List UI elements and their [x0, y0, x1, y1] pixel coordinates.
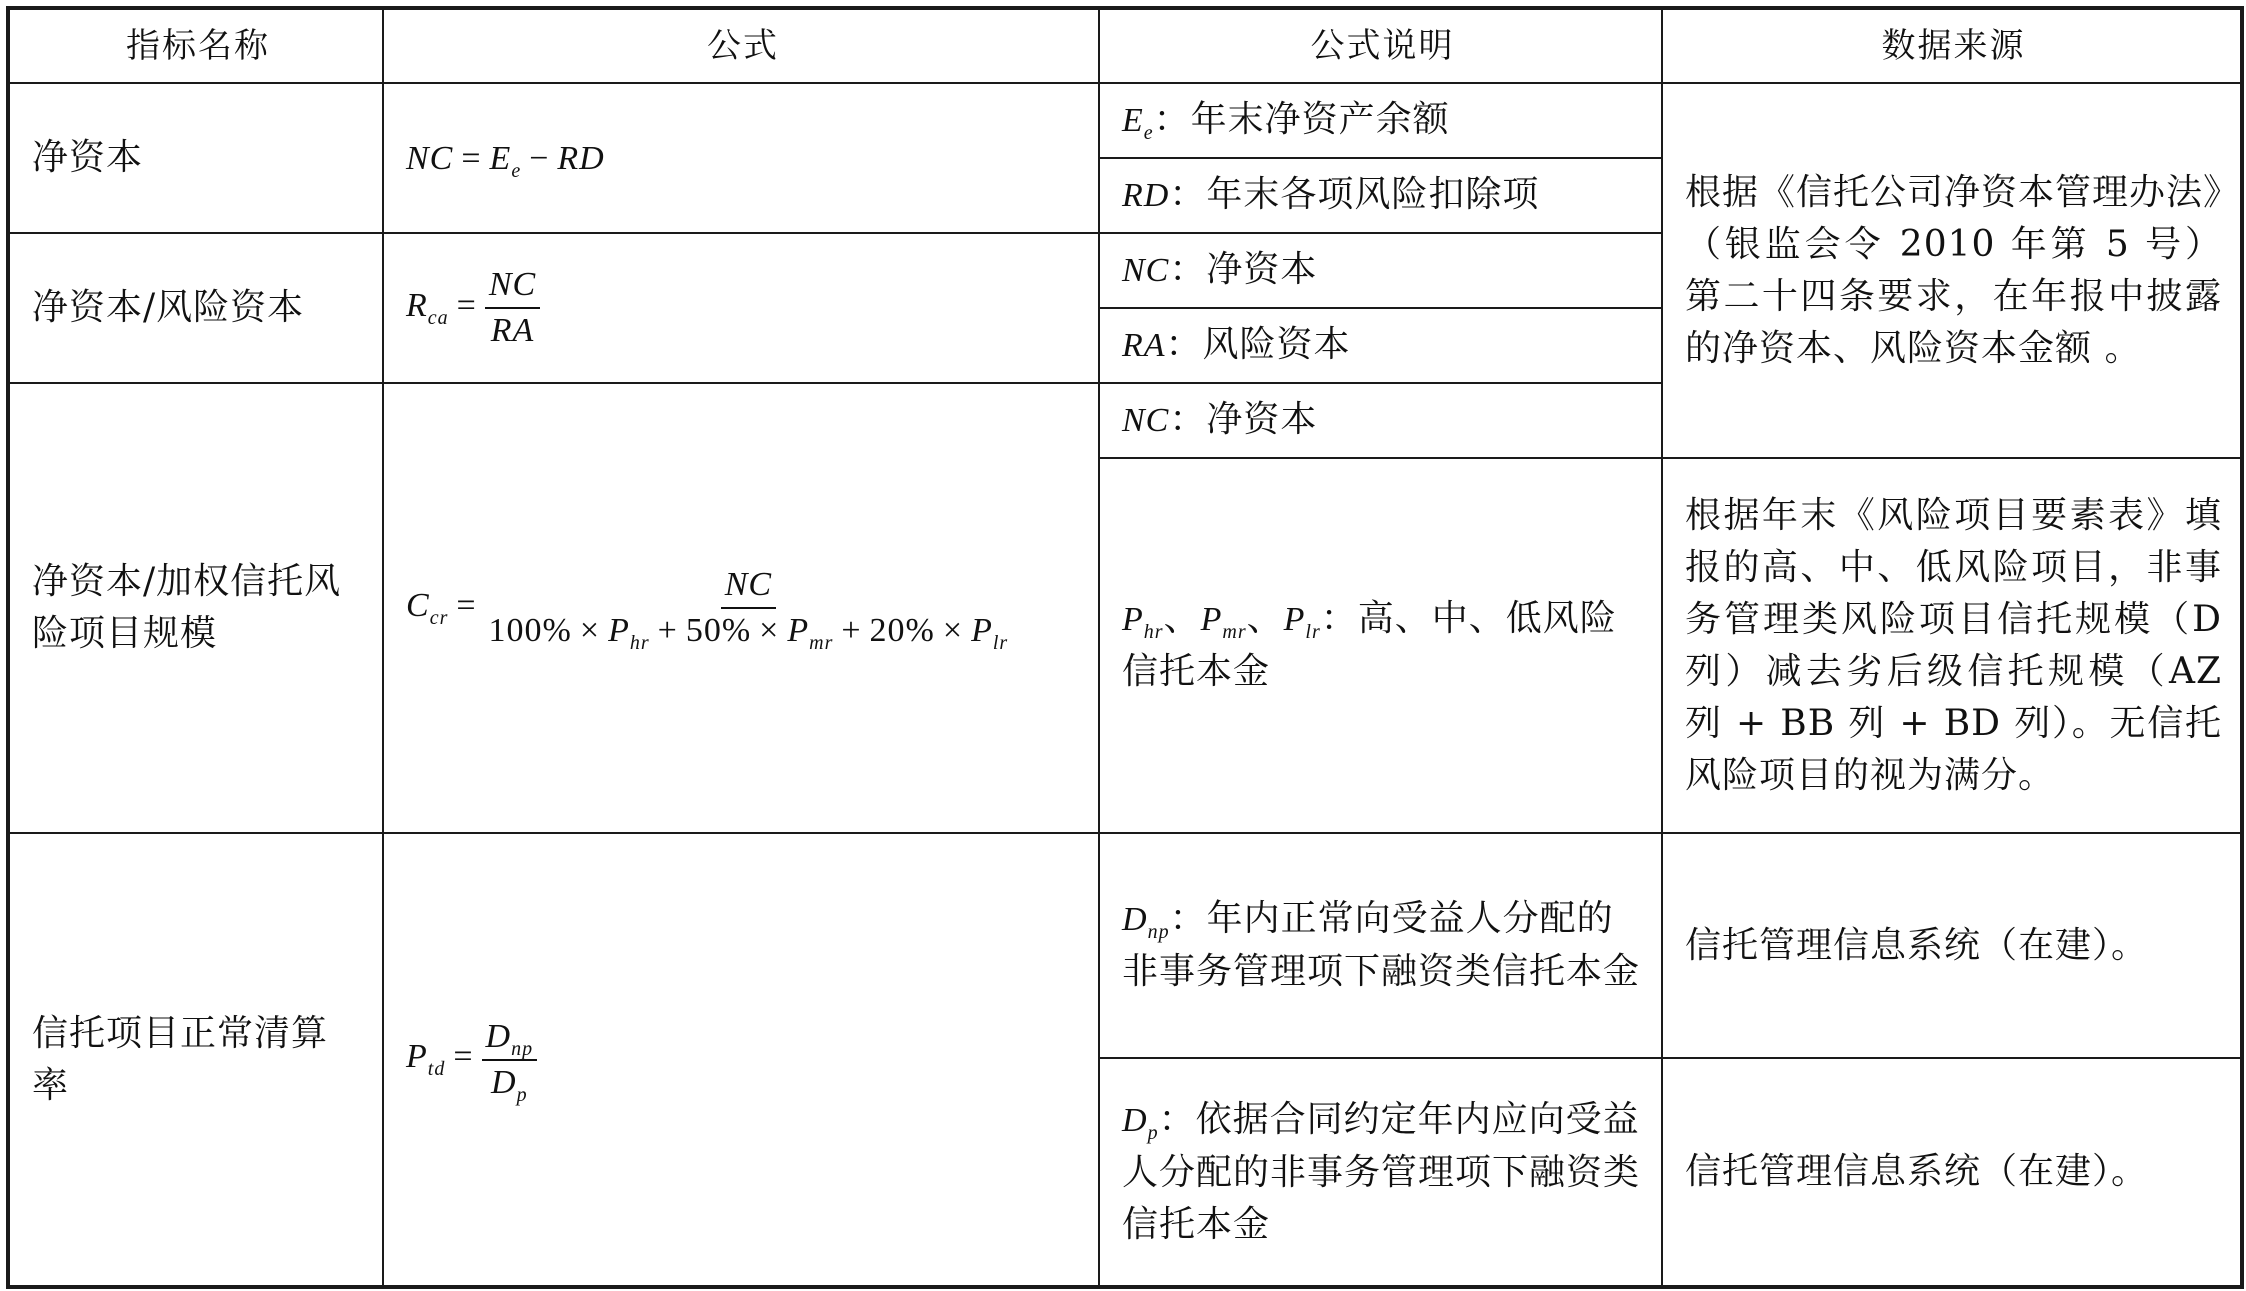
header-data-source: 数据来源 — [1662, 8, 2242, 83]
data-source-text: 信托管理信息系统（在建）。 — [1685, 924, 2149, 966]
formula-description-cell: RA：风险资本 — [1099, 308, 1662, 383]
indicator-table-sheet — [6, 6, 2240, 1285]
indicator-table — [6, 6, 2244, 1289]
formula-settle: $P_{td}$ = $\frac{D_{np}}{D_p}$ — [406, 1038, 537, 1075]
description-text: ：高、中、低风险信托本金 — [1122, 598, 1617, 692]
description-text: ：年末净资产余额 — [1153, 99, 1450, 140]
header-formula: 公式 — [383, 8, 1099, 83]
formula-cell — [383, 383, 1099, 833]
header-row — [8, 8, 2242, 83]
data-source-text: 根据年末《风险项目要素表》填报的高、中、低风险项目，非事务管理类风险项目信托规模（D 列）减去劣后级信托规模（AZ 列 + BB 列 + BD 列）。无信托风险项目的视为满分。 — [1685, 494, 2222, 796]
indicator-name: 信托项目正常清算率 — [32, 1012, 329, 1106]
formula-description-cell: RD：年末各项风险扣除项 — [1099, 158, 1662, 233]
header-indicator-name: 指标名称 — [8, 8, 383, 83]
table-row — [8, 833, 2242, 1058]
description-text: ：年末各项风险扣除项 — [1169, 174, 1540, 215]
formula-description-cell: NC：净资本 — [1099, 233, 1662, 308]
indicator-name-cell — [8, 233, 383, 383]
description-text: ：净资本 — [1169, 399, 1318, 440]
table-row — [8, 83, 2242, 158]
data-source-cell — [1662, 83, 2242, 458]
data-source-text: 根据《信托公司净资本管理办法》（银监会令 2010 年第 5 号）第二十四条要求，在年报中披露的净资本、风险资本金额 。 — [1685, 171, 2223, 369]
description-text: ：依据合同约定年内应向受益人分配的非事务管理项下融资类信托本金 — [1122, 1098, 1641, 1245]
data-source-cell — [1662, 458, 2242, 833]
formula-description-cell: $D_p$：依据合同约定年内应向受益人分配的非事务管理项下融资类信托本金 — [1099, 1058, 1662, 1287]
indicator-name-cell — [8, 83, 383, 233]
formula-weighted: $C_{cr}$ = $\frac{NC}{100\% \times P_{hr} + 50\% \times P_{mr} + 20\% \times P_{lr}}$ — [406, 566, 1009, 654]
indicator-name-cell — [8, 383, 383, 833]
formula-description-cell: $E_e$：年末净资产余额 — [1099, 83, 1662, 158]
description-text: ：年内正常向受益人分配的非事务管理项下融资类信托本金 — [1122, 898, 1641, 992]
indicator-name: 净资本/加权信托风险项目规模 — [32, 561, 342, 654]
data-source-cell — [1662, 1058, 2242, 1287]
data-source-text: 信托管理信息系统（在建）。 — [1685, 1151, 2149, 1192]
formula-cell — [383, 233, 1099, 383]
header-formula-description: 公式说明 — [1099, 8, 1662, 83]
formula-cell — [383, 833, 1099, 1287]
formula-cell — [383, 83, 1099, 233]
description-text: ：风险资本 — [1165, 324, 1351, 365]
formula-description-cell: $D_{np}$：年内正常向受益人分配的非事务管理项下融资类信托本金 — [1099, 833, 1662, 1058]
indicator-name: 净资本/风险资本 — [32, 287, 305, 328]
indicator-name-cell — [8, 833, 383, 1287]
formula-ratio: $R_{ca}$ = $\frac{NC}{RA}$ — [406, 287, 540, 324]
indicator-name: 净资本 — [32, 137, 144, 178]
data-source-cell — [1662, 833, 2242, 1058]
formula-description-cell: NC：净资本 — [1099, 383, 1662, 458]
formula-description-cell: $P_{hr}$、$P_{mr}$、$P_{lr}$：高、中、低风险信托本金 — [1099, 458, 1662, 833]
description-text: ：净资本 — [1169, 249, 1318, 290]
formula-nc: NC = $E_e$ − RD — [406, 139, 605, 182]
